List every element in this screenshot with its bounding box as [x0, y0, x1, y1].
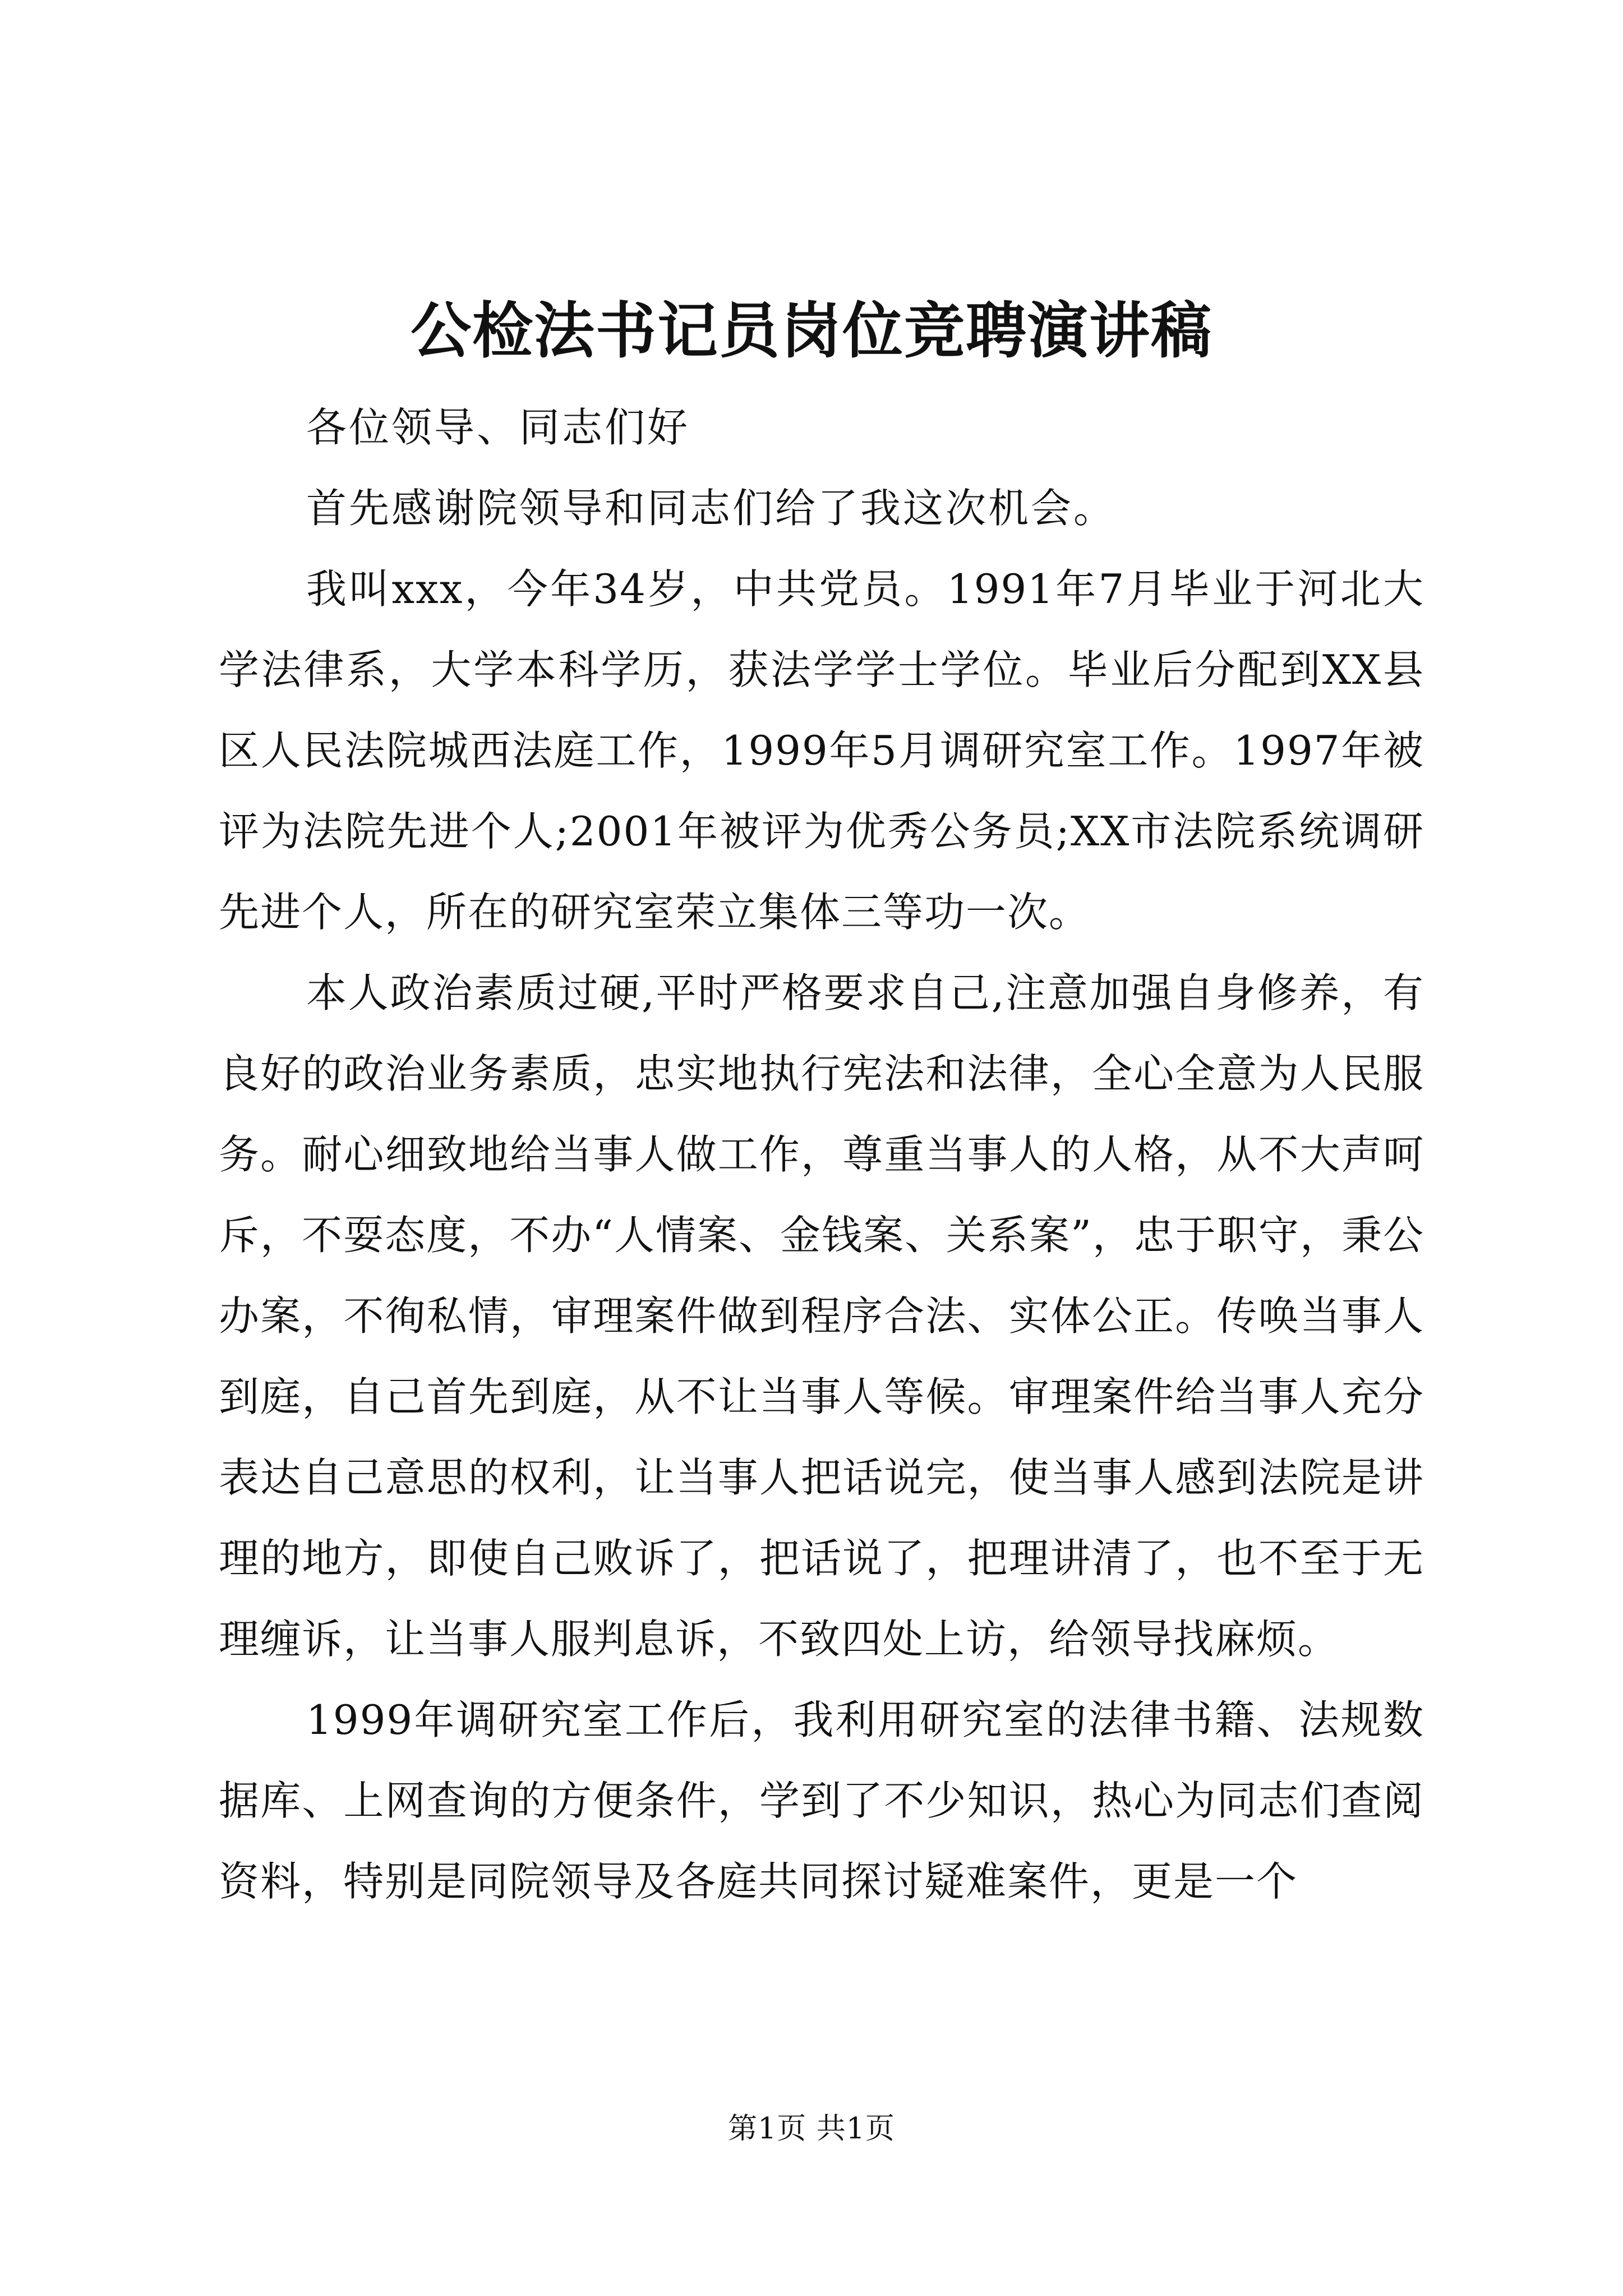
paragraph-political-quality: 本人政治素质过硬,平时严格要求自己,注意加强自身修养，有良好的政治业务素质，忠实地执行宪法和法律，全心全意为人民服务。耐心细致地给当事人做工作，尊重当事人的人格，从不大声呵斥，不耍态度，不办“人情案、金钱案、关系案”，忠于职守，秉公办案，不徇私情，审理案件做到程序合法、实体公正。传唤当事人到庭，自己首先到庭，从不让当事人等候。审理案件给当事人充分表达自己意思的权利，让当事人把话说完，使当事人感到法院是讲理的地方，即使自己败诉了，把话说了，把理讲清了，也不至于无理缠诉，让当事人服判息诉，不致四处上访，给领导找麻烦。 [219, 969, 1424, 1663]
paragraph-research-office-work: 1999年调研究室工作后，我利用研究室的法律书籍、法规数据库、上网查询的方便条件，学到了不少知识，热心为同志们查阅资料，特别是同院领导及各庭共同探讨疑难案件，更是一个 [219, 1696, 1424, 1905]
paragraph-thanks: 首先感谢院领导和同志们给了我这次机会。 [306, 485, 1117, 532]
paragraph-greeting: 各位领导、同志们好 [306, 404, 690, 451]
paragraph-self-introduction: 我叫xxx，今年34岁，中共党员。1991年7月毕业于河北大学法律系，大学本科学历，获法学学士学位。毕业后分配到XX县区人民法院城西法庭工作，1999年5月调研究室工作。1997年被评为法院先进个人;2001年被评为优秀公务员;XX市法院系统调研先进个人，所在的研究室荣立集体三等功一次。 [219, 565, 1424, 936]
document-body [219, 387, 1424, 1922]
document-title: 公检法书记员岗位竞聘演讲稿 [410, 296, 1212, 366]
page-number-footer: 第1页 共1页 [728, 2112, 895, 2146]
